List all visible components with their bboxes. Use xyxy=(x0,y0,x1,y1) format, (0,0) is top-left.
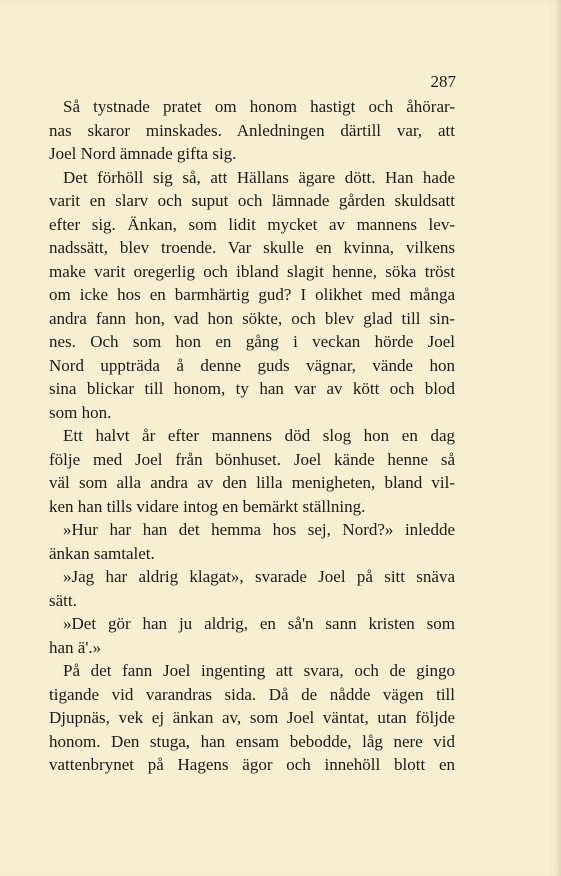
text-line: Det förhöll sig så, att Hällans ägare dött. Han hade xyxy=(63,167,455,187)
text-line: väl som alla andra av den lilla menigheten, bland vil- xyxy=(49,473,455,492)
text-line: vattenbrynet på Hagens ägor och innehöll blott en xyxy=(49,755,455,774)
text-line: han ä'.» xyxy=(49,637,102,657)
text-line: »Jag har aldrig klagat», svarade Joel på sitt snäva xyxy=(63,567,455,586)
text-line: Djupnäs, vek ej änkan av, som Joel väntat, utan följde xyxy=(49,708,455,727)
text-line: Så tystnade pratet om honom hastigt och åhörar- xyxy=(63,97,455,116)
text-line: »Det gör han ju aldrig, en så'n sann kristen som xyxy=(63,614,455,633)
text-line: ken han tills vidare intog en bemärkt ställning. xyxy=(49,496,366,516)
text-line: sina blickar till honom, ty han var av kött och blod xyxy=(49,379,455,398)
text-line: om icke hos en barmhärtig gud? I olikhet med många xyxy=(49,285,455,304)
text-line: På det fann Joel ingenting att svara, och de gingo xyxy=(63,661,455,680)
text-line: sätt. xyxy=(49,590,77,610)
text-line: änkan samtalet. xyxy=(49,543,155,563)
body-text xyxy=(49,95,455,777)
text-line: make varit oregerlig och ibland slagit henne, söka tröst xyxy=(49,261,455,281)
text-line: nas skaror minskades. Anledningen därtill var, att xyxy=(49,120,455,140)
text-line: nadssätt, blev troende. Var skulle en kvinna, vilkens xyxy=(49,238,455,257)
text-line: efter sig. Änkan, som lidit mycket av mannens lev- xyxy=(49,214,455,234)
text-line: andra fann hon, vad hon sökte, och blev glad till sin- xyxy=(49,308,455,328)
text-line: nes. Och som hon en gång i veckan hörde Joel xyxy=(49,332,455,351)
text-line: Joel Nord ämnade gifta sig. xyxy=(49,144,237,163)
text-line: »Hur har han det hemma hos sej, Nord?» inledde xyxy=(63,520,455,539)
text-line: Ett halvt år efter mannens död slog hon en dag xyxy=(63,426,455,445)
text-line: varit en slarv och suput och lämnade gården skuldsatt xyxy=(49,191,455,210)
text-line: honom. Den stuga, han ensam bebodde, låg nere vid xyxy=(49,731,455,751)
text-line: Nord uppträda å denne guds vägnar, vände hon xyxy=(49,355,455,375)
text-line: tigande vid varandras sida. Då de nådde vägen till xyxy=(49,684,455,704)
page-number: 287 xyxy=(430,72,456,91)
text-line: följe med Joel från bönhuset. Joel kände henne så xyxy=(49,449,455,469)
text-line: som hon. xyxy=(49,402,112,422)
